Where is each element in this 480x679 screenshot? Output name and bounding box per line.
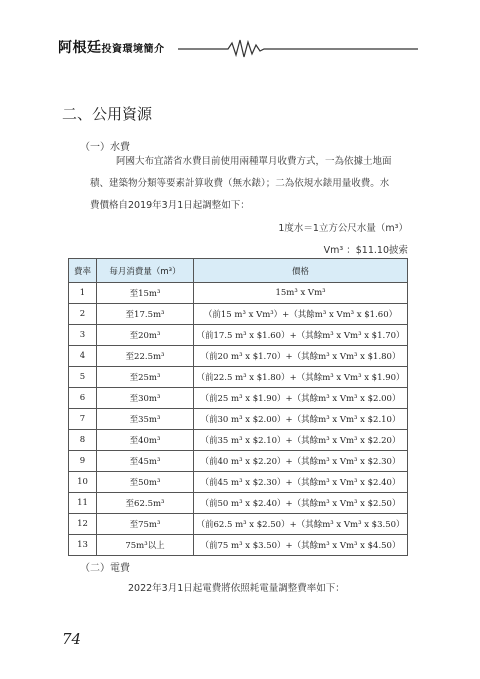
price-cell: （前35 m³ x $2.10）+（其餘m³ x Vm³ x $2.20） (194, 430, 408, 451)
price-cell: （前17.5 m³ x $1.60）+（其餘m³ x Vm³ x $1.70） (194, 325, 408, 346)
quantity-cell: 至22.5m³ (97, 346, 194, 367)
water-rate-table (68, 258, 408, 556)
header-price: 價格 (194, 259, 408, 283)
rate-cell: 1 (69, 283, 97, 304)
table-row (69, 367, 408, 388)
rate-cell: 6 (69, 388, 97, 409)
header-title-sub: 投資環境簡介 (101, 44, 165, 55)
price-cell: （前20 m³ x $1.70）+（其餘m³ x Vm³ x $1.80） (194, 346, 408, 367)
rate-cell: 9 (69, 451, 97, 472)
table-row (69, 430, 408, 451)
header-rate: 費率 (69, 259, 97, 283)
water-paragraph-line2: 積、建築物分類等要素計算收費（無水錶）；二為依規水錶用量收費。水 (90, 178, 390, 189)
page-header (58, 37, 418, 59)
table-row (69, 409, 408, 430)
header-quantity: 每月消費量（m³） (97, 259, 194, 283)
header-title-main: 阿根廷 (58, 40, 102, 56)
rate-cell: 11 (69, 493, 97, 514)
table-row (69, 535, 408, 556)
table-header-row (69, 259, 408, 283)
price-cell: （前22.5 m³ x $1.80）+（其餘m³ x Vm³ x $1.90） (194, 367, 408, 388)
table-row (69, 325, 408, 346)
water-paragraph-line3: 費價格自2019年3月1日起調整如下： (90, 200, 250, 211)
quantity-cell: 至50m³ (97, 472, 194, 493)
rate-cell: 12 (69, 514, 97, 535)
price-cell: （前50 m³ x $2.40）+（其餘m³ x Vm³ x $2.50） (194, 493, 408, 514)
price-cell: （前40 m³ x $2.20）+（其餘m³ x Vm³ x $2.30） (194, 451, 408, 472)
price-cell: （前45 m³ x $2.30）+（其餘m³ x Vm³ x $2.40） (194, 472, 408, 493)
electricity-paragraph: 2022年3月1日起電費將依照耗電量調整費率如下： (128, 583, 345, 594)
page-number: 74 (62, 630, 82, 648)
price-cell: （前75 m³ x $3.50）+（其餘m³ x Vm³ x $4.50） (194, 535, 408, 556)
rate-cell: 7 (69, 409, 97, 430)
rate-cell: 3 (69, 325, 97, 346)
price-cell: （前15 m³ x Vm³）+（其餘m³ x Vm³ x $1.60） (194, 304, 408, 325)
table-row (69, 388, 408, 409)
table-row (69, 514, 408, 535)
rate-cell: 4 (69, 346, 97, 367)
rate-cell: 10 (69, 472, 97, 493)
price-cell: （前25 m³ x $1.90）+（其餘m³ x Vm³ x $2.00） (194, 388, 408, 409)
quantity-cell: 至17.5m³ (97, 304, 194, 325)
water-heading: （一）水費 (80, 142, 130, 153)
table-row (69, 283, 408, 304)
electricity-heading: （二）電費 (80, 563, 130, 574)
water-paragraph-line1: 阿國大布宜諾省水費目前使用兩種單月收費方式，一為依據土地面 (116, 156, 392, 167)
rate-cell: 2 (69, 304, 97, 325)
quantity-cell: 至25m³ (97, 367, 194, 388)
price-cell: 15m³ x Vm³ (194, 283, 408, 304)
quantity-cell: 75m³以上 (97, 535, 194, 556)
quantity-cell: 至15m³ (97, 283, 194, 304)
rate-cell: 8 (69, 430, 97, 451)
section-title: 二、公用資源 (62, 105, 153, 123)
quantity-cell: 至30m³ (97, 388, 194, 409)
table-row (69, 493, 408, 514)
header-wave-line (58, 37, 418, 59)
quantity-cell: 至62.5m³ (97, 493, 194, 514)
rate-cell: 5 (69, 367, 97, 388)
quantity-cell: 至35m³ (97, 409, 194, 430)
quantity-cell: 至45m³ (97, 451, 194, 472)
price-cell: （前30 m³ x $2.00）+（其餘m³ x Vm³ x $2.10） (194, 409, 408, 430)
unit-note: 1度水＝1立方公尺水量（m³） (278, 223, 408, 234)
table-row (69, 346, 408, 367)
quantity-cell: 至20m³ (97, 325, 194, 346)
rate-cell: 13 (69, 535, 97, 556)
table-row (69, 472, 408, 493)
quantity-cell: 至75m³ (97, 514, 194, 535)
vm-note: Vm³ ：$11.10披索 (323, 245, 408, 256)
table-row (69, 451, 408, 472)
table-row (69, 304, 408, 325)
price-cell: （前62.5 m³ x $2.50）+（其餘m³ x Vm³ x $3.50） (194, 514, 408, 535)
quantity-cell: 至40m³ (97, 430, 194, 451)
